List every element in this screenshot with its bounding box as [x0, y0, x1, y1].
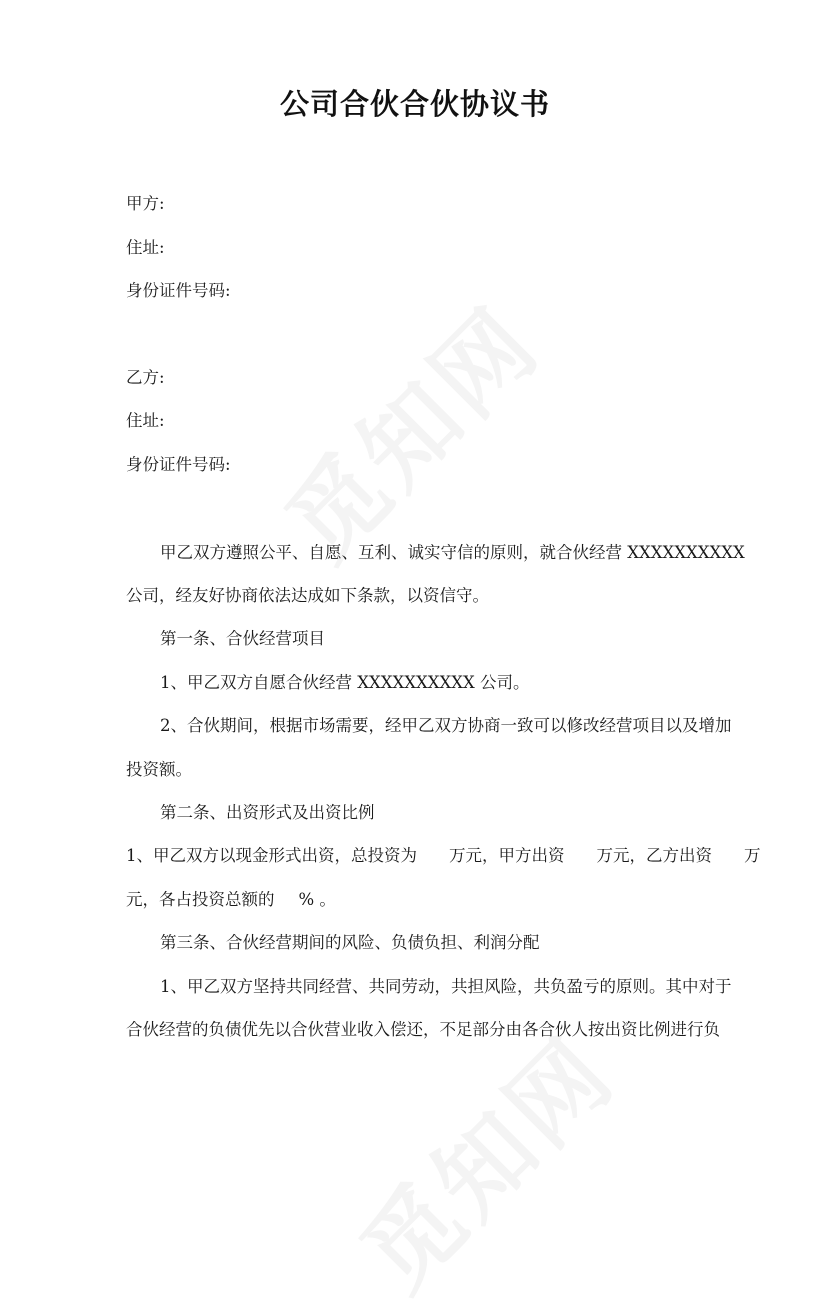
article-2-text: 万元，乙方出资 [596, 846, 712, 865]
party-a-address: 住址: [126, 238, 165, 257]
party-a-label: 甲方: [126, 194, 165, 213]
article-1-item-2-line: 2、合伙期间，根据市场需要，经甲乙双方协商一致可以修改经营项目以及增加 [160, 716, 732, 735]
party-b-id-number: 身份证件号码: [126, 455, 231, 474]
article-3-item-1-line: 合伙经营的负债优先以合伙营业收入偿还，不足部分由各合伙人按出资比例进行负 [126, 1020, 720, 1039]
article-2-text: 1、甲乙双方以现金形式出资，总投资为 [126, 846, 417, 865]
article-1-item-2-line: 投资额。 [126, 760, 192, 779]
article-2-item-1-line [126, 889, 336, 911]
article-1-title: 第一条、合伙经营项目 [160, 629, 325, 648]
article-2-text: 万 [744, 846, 761, 865]
article-3-item-1-line: 1、甲乙双方坚持共同经营、共同劳动，共担风险，共负盈亏的原则。其中对于 [160, 977, 732, 996]
article-2-text: % 。 [298, 890, 336, 909]
article-2-text: 元，各占投资总额的 [126, 890, 275, 909]
intro-paragraph-line: 甲乙双方遵照公平、自愿、互利、诚实守信的原则，就合伙经营 XXXXXXXXXX [160, 543, 745, 562]
article-2-text: 万元，甲方出资 [449, 846, 565, 865]
intro-paragraph-line: 公司，经友好协商依法达成如下条款，以资信守。 [126, 586, 489, 605]
party-b-address: 住址: [126, 411, 165, 430]
party-a-id-number: 身份证件号码: [126, 281, 231, 300]
watermark [326, 1002, 639, 1315]
party-b-label: 乙方: [126, 368, 165, 387]
article-3-title: 第三条、合伙经营期间的风险、负债负担、利润分配 [160, 933, 540, 952]
watermark [251, 272, 564, 585]
article-1-item-1: 1、甲乙双方自愿合伙经营 XXXXXXXXXX 公司。 [160, 673, 530, 692]
article-2-title: 第二条、出资形式及出资比例 [160, 803, 375, 822]
article-2-item-1-line [126, 845, 761, 867]
document-title: 公司合伙合伙协议书 [279, 87, 550, 121]
